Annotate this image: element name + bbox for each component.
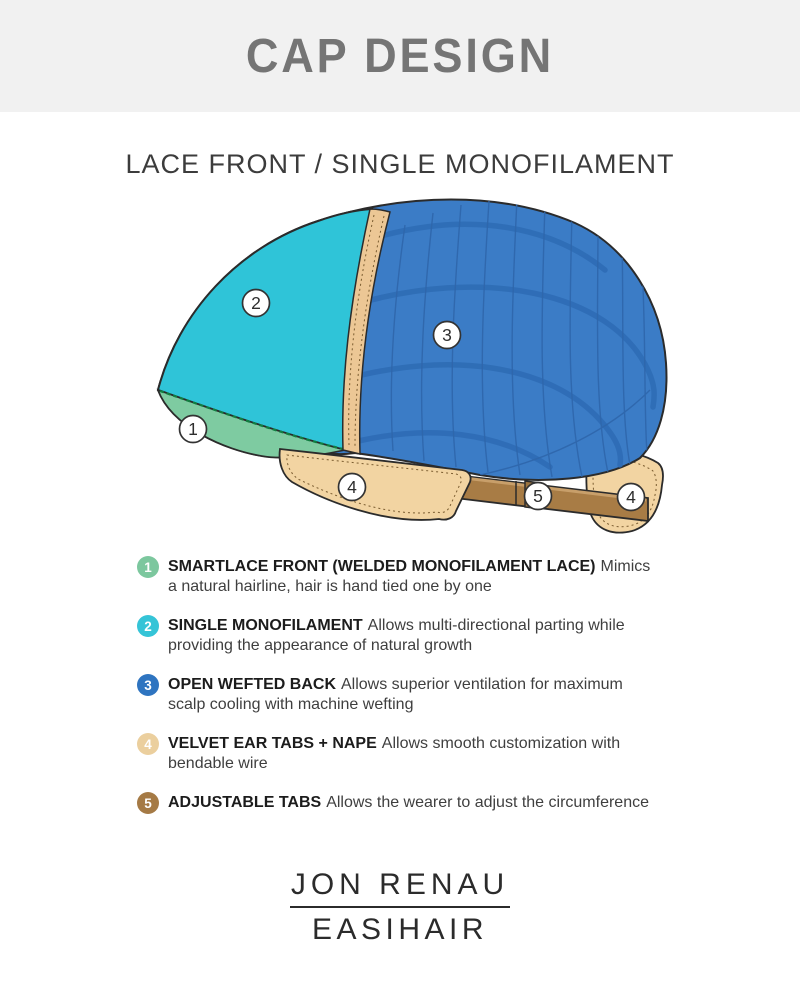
legend-text-4: [168, 733, 662, 774]
cap-diagram-svg: [150, 195, 670, 545]
callout-4-left: [339, 474, 366, 501]
legend-text-2: [168, 615, 662, 656]
legend-desc-4: Allows smooth customization with bendable wire: [168, 735, 621, 772]
header-band: [0, 0, 800, 112]
callout-3: [434, 322, 461, 349]
legend-item-single-monofilament: [137, 615, 667, 656]
legend-item-adjustable-tabs: [137, 792, 667, 814]
legend-term-4: VELVET EAR TABS + NAPE: [168, 735, 377, 752]
legend-badge-2: 2: [137, 615, 159, 637]
callout-4-left-num: 4: [347, 477, 357, 497]
legend-desc-1: Mimics a natural hairline, hair is hand tied one by one: [168, 558, 651, 595]
diagram-subtitle: LACE FRONT / SINGLE MONOFILAMENT: [125, 149, 675, 179]
legend-term-3: OPEN WEFTED BACK: [168, 676, 336, 693]
legend-term-2: SINGLE MONOFILAMENT: [168, 617, 363, 634]
legend-badge-4: 4: [137, 733, 159, 755]
brand-divider: [290, 906, 510, 908]
legend-item-velvet-ear-tabs: [137, 733, 667, 774]
brand-logo: [0, 868, 800, 947]
legend-item-open-wefted-back: [137, 674, 667, 715]
page-title: CAP DESIGN: [245, 29, 555, 83]
callout-3-num: 3: [442, 325, 452, 345]
callout-5: [525, 483, 552, 510]
legend-badge-3: 3: [137, 674, 159, 696]
legend-badge-1: 1: [137, 556, 159, 578]
legend-desc-3: Allows superior ventilation for maximum scalp cooling with machine wefting: [168, 676, 623, 713]
legend-badge-5: 5: [137, 792, 159, 814]
legend: [137, 556, 667, 832]
callout-1-num: 1: [188, 419, 198, 439]
callout-2-num: 2: [251, 293, 261, 313]
legend-item-smartlace-front: [137, 556, 667, 597]
brand-name-top: JON RENAU: [290, 868, 510, 901]
legend-desc-2: Allows multi-directional parting while providing the appearance of natural growth: [168, 617, 625, 654]
legend-term-1: SMARTLACE FRONT (WELDED MONOFILAMENT LACE): [168, 558, 596, 575]
callout-5-num: 5: [533, 486, 543, 506]
callout-1: [180, 416, 207, 443]
callout-2: [243, 290, 270, 317]
legend-text-3: [168, 674, 662, 715]
cap-diagram: [150, 195, 670, 545]
callout-4-right-num: 4: [626, 487, 636, 507]
callout-4-right: [618, 484, 645, 511]
brand-name-bottom: EASIHAIR: [311, 913, 489, 946]
legend-text-5: [168, 792, 662, 813]
legend-desc-5: Allows the wearer to adjust the circumference: [326, 794, 649, 811]
legend-text-1: [168, 556, 662, 597]
legend-term-5: ADJUSTABLE TABS: [168, 794, 322, 811]
